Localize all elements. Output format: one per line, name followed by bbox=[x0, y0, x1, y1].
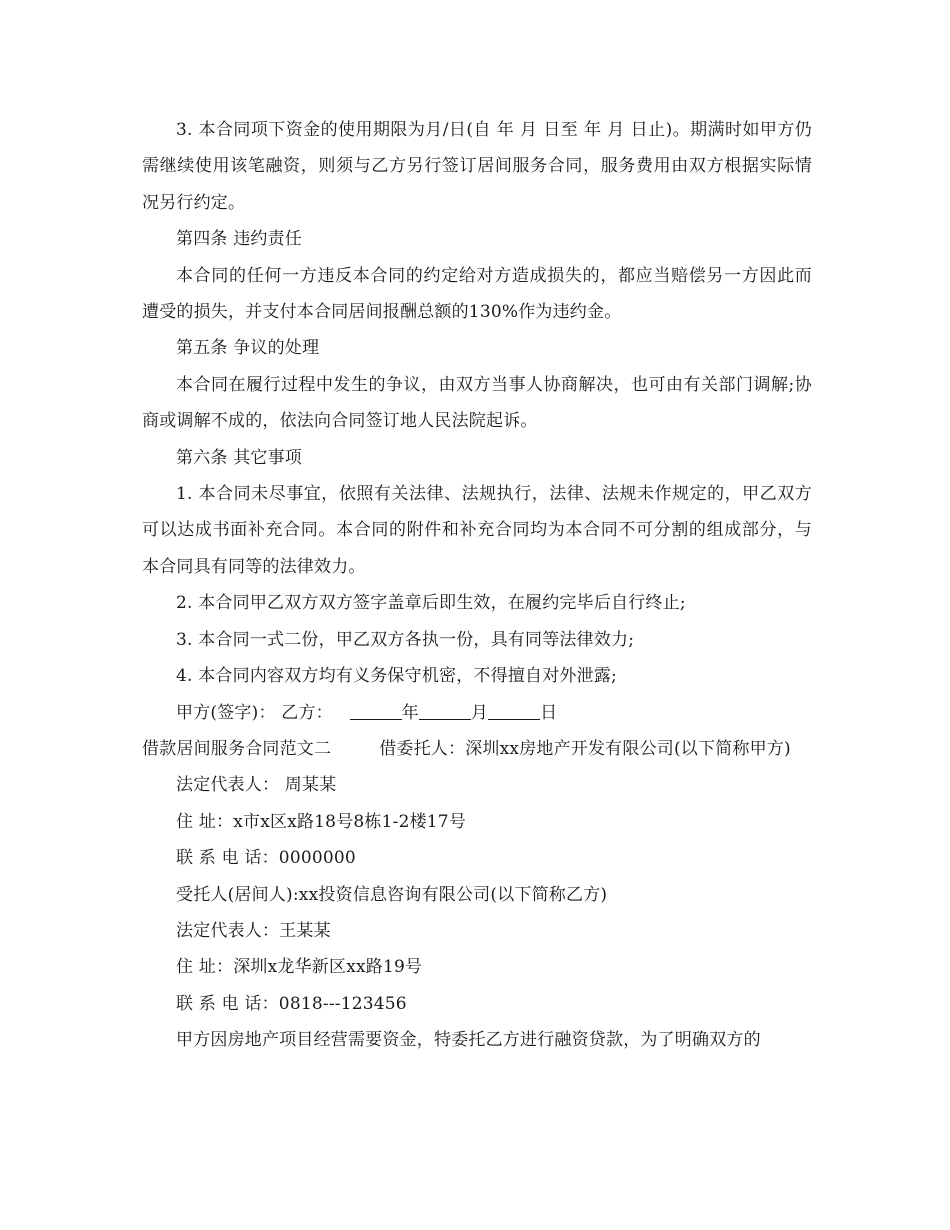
article-5-heading: 第五条 争议的处理 bbox=[176, 338, 320, 359]
day-blank bbox=[488, 699, 540, 720]
month-blank bbox=[419, 699, 471, 720]
year-label: 年 bbox=[401, 702, 419, 723]
agent-address: 住 址：深圳x龙华新区xx路19号 bbox=[176, 957, 423, 978]
article-6-item-1: 1. 本合同未尽事宜，依照有关法律、法规执行，法律、法规未作规定的，甲乙双方可以达成书面补充合同。本合同的附件和补充合同均为本合同不可分割的组成部分，与本合同具有同等的法律效力。 bbox=[142, 484, 812, 577]
article-6-item-3: 3. 本合同一式二份，甲乙双方各执一份，具有同等法律效力; bbox=[176, 629, 635, 650]
article-4-heading: 第四条 违约责任 bbox=[176, 229, 303, 250]
year-blank bbox=[350, 699, 402, 720]
agent-representative: 法定代表人：王某某 bbox=[176, 920, 331, 941]
month-label: 月 bbox=[470, 702, 489, 723]
clause-3-funds-term: 3. 本合同项下资金的使用期限为月/日(自 年 月 日至 年 月 日止)。期满时如甲方仍需继续使用该笔融资，则须与乙方另行签订居间服务合同，服务费用由双方根据实际情况另行约定。 bbox=[142, 120, 812, 213]
article-5-text: 本合同在履行过程中发生的争议，由双方当事人协商解决，也可由有关部门调解;协商或调解不成的，依法向合同签订地人民法院起诉。 bbox=[142, 374, 812, 432]
party-b-sign-label: 乙方： bbox=[281, 702, 333, 723]
contract-intro: 甲方因房地产项目经营需要资金，特委托乙方进行融资贷款，为了明确双方的 bbox=[176, 1030, 761, 1051]
article-6-item-4: 4. 本合同内容双方均有义务保守机密，不得擅自对外泄露; bbox=[176, 666, 617, 687]
agent-line: 受托人(居间人):xx投资信息咨询有限公司(以下简称乙方) bbox=[176, 884, 608, 905]
agent-phone: 联 系 电 话：0818---123456 bbox=[176, 993, 407, 1014]
article-6-heading: 第六条 其它事项 bbox=[176, 447, 303, 468]
client-line: 借委托人：深圳xx房地产开发有限公司(以下简称甲方) bbox=[379, 738, 791, 759]
day-label: 日 bbox=[540, 702, 558, 723]
article-4-text: 本合同的任何一方违反本合同的约定给对方造成损失的，都应当赔偿另一方因此而遭受的损失，并支付本合同居间报酬总额的130%作为违约金。 bbox=[142, 265, 812, 323]
client-representative: 法定代表人： 周某某 bbox=[176, 775, 337, 796]
signature-line bbox=[142, 695, 812, 731]
second-contract-header bbox=[142, 731, 812, 767]
document-page bbox=[142, 112, 812, 1059]
article-6-item-2: 2. 本合同甲乙双方双方签字盖章后即生效，在履约完毕后自行终止; bbox=[176, 593, 686, 614]
client-address: 住 址：x市x区x路18号8栋1-2楼17号 bbox=[176, 811, 467, 832]
second-contract-title: 借款居间服务合同范文二 bbox=[142, 738, 332, 759]
client-phone: 联 系 电 话：0000000 bbox=[176, 848, 356, 869]
party-a-sign-label: 甲方(签字)： bbox=[176, 702, 276, 723]
